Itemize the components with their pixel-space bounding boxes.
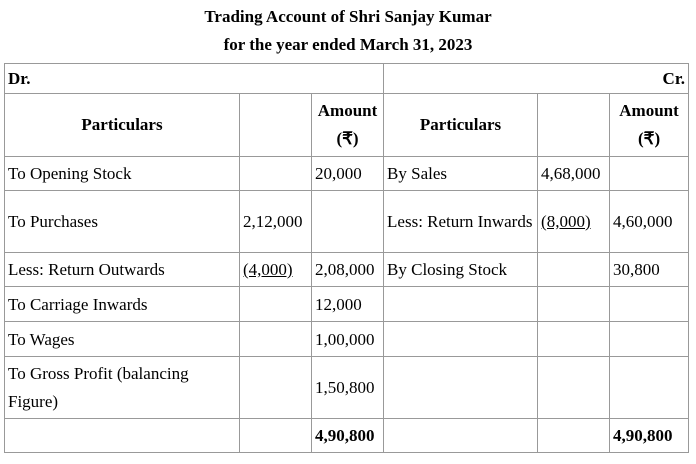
wages-amount: 1,00,000 <box>312 322 384 357</box>
empty-cell <box>5 419 240 453</box>
return-outwards-amount: 2,08,000 <box>312 253 384 287</box>
return-inwards-label: Less: Return Inwards <box>384 191 538 253</box>
header-blank-left <box>240 94 312 157</box>
cr-label: Cr. <box>384 64 689 94</box>
header-particulars-left: Particulars <box>5 94 240 157</box>
document-title: Trading Account of Shri Sanjay Kumar <box>204 7 492 26</box>
opening-stock-label: To Opening Stock <box>5 157 240 191</box>
empty-cell <box>538 253 610 287</box>
trading-account-table <box>4 63 689 453</box>
wages-label: To Wages <box>5 322 240 357</box>
header-amount-right <box>610 94 689 157</box>
gross-profit-label: To Gross Profit (balancing Figure) <box>5 357 240 419</box>
closing-stock-label: By Closing Stock <box>384 253 538 287</box>
table-row <box>5 322 689 357</box>
header-amount-left-label: Amount <box>317 101 378 120</box>
return-inwards-amount: 4,60,000 <box>610 191 689 253</box>
sales-label: By Sales <box>384 157 538 191</box>
header-amount-right-currency: (₹) <box>637 129 661 148</box>
dr-label: Dr. <box>5 64 384 94</box>
purchases-sub: 2,12,000 <box>240 191 312 253</box>
empty-cell <box>610 322 689 357</box>
empty-cell <box>240 419 312 453</box>
empty-cell <box>610 287 689 322</box>
empty-cell <box>240 322 312 357</box>
table-row <box>5 157 689 191</box>
totals-row <box>5 419 689 453</box>
empty-cell <box>384 419 538 453</box>
table-row <box>5 253 689 287</box>
carriage-inwards-label: To Carriage Inwards <box>5 287 240 322</box>
gross-profit-amount: 1,50,800 <box>312 357 384 419</box>
carriage-inwards-amount: 12,000 <box>312 287 384 322</box>
return-outwards-sub: (4,000) <box>240 253 312 287</box>
empty-cell <box>610 357 689 419</box>
empty-cell <box>538 322 610 357</box>
empty-cell <box>384 287 538 322</box>
return-inwards-sub: (8,000) <box>538 191 610 253</box>
header-blank-right <box>538 94 610 157</box>
purchases-label: To Purchases <box>5 191 240 253</box>
empty-cell <box>240 287 312 322</box>
header-amount-right-label: Amount <box>619 101 679 120</box>
header-amount-left <box>312 94 384 157</box>
empty-cell <box>610 157 689 191</box>
empty-cell <box>384 357 538 419</box>
table-row <box>5 191 689 253</box>
empty-cell <box>538 357 610 419</box>
empty-cell <box>538 287 610 322</box>
opening-stock-amount: 20,000 <box>312 157 384 191</box>
total-right: 4,90,800 <box>610 419 689 453</box>
sales-sub: 4,68,000 <box>538 157 610 191</box>
empty-cell <box>240 357 312 419</box>
empty-cell <box>240 157 312 191</box>
header-amount-left-currency: (₹) <box>336 129 359 148</box>
header-particulars-right: Particulars <box>384 94 538 157</box>
total-left: 4,90,800 <box>312 419 384 453</box>
dr-cr-row <box>5 64 689 94</box>
document-subtitle: for the year ended March 31, 2023 <box>223 35 473 54</box>
empty-cell <box>384 322 538 357</box>
table-row <box>5 287 689 322</box>
table-row <box>5 357 689 419</box>
empty-cell <box>312 191 384 253</box>
header-row <box>5 94 689 157</box>
return-outwards-label: Less: Return Outwards <box>5 253 240 287</box>
empty-cell <box>538 419 610 453</box>
closing-stock-amount: 30,800 <box>610 253 689 287</box>
